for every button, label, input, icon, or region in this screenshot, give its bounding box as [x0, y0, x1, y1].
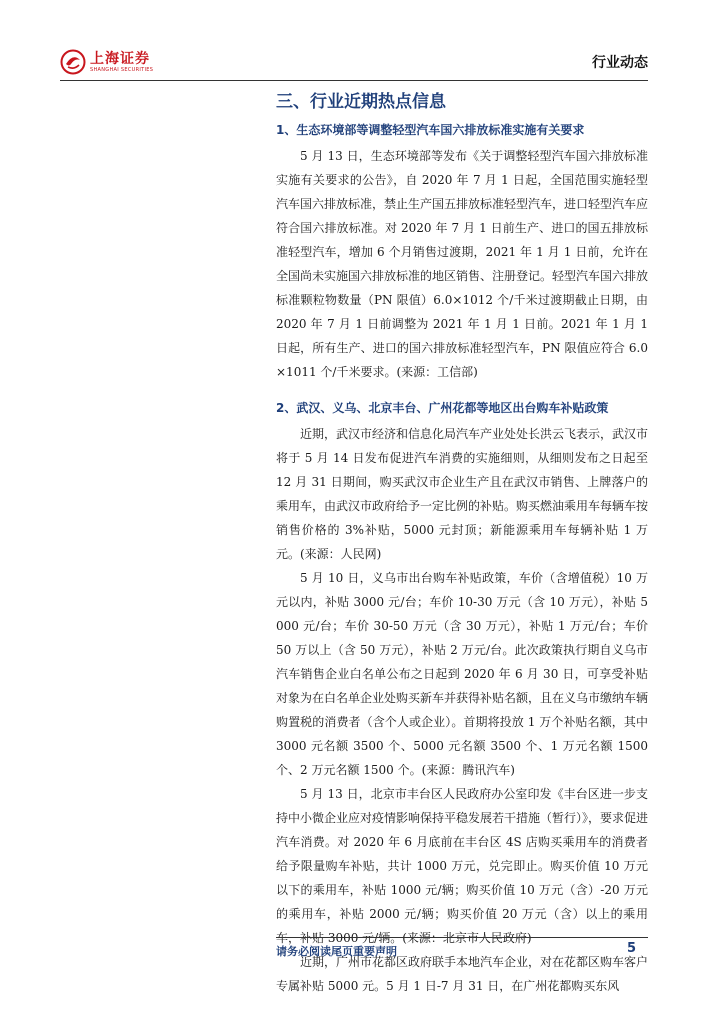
disclaimer-note: 请务必阅读尾页重要声明 [276, 945, 397, 958]
logo-emblem-icon [60, 49, 86, 75]
item-2-paragraph-1: 近期，武汉市经济和信息化局汽车产业处处长洪云飞表示，武汉市将于 5 月 14 日发布促进汽车消费的实施细则，从细则发布之日起至 12 月 31 日期间，购买武汉市企业生产且在武汉市销售、上牌落户的乘用车，由武汉市政府给予一定比例的补贴。购买燃油乘用车每辆车按销售价格的 3%补贴，5000 元封顶；新能源乘用车每辆补贴 1 万元。(来源：人民网) [276, 427, 649, 561]
document-type-label: 行业动态 [592, 55, 648, 71]
item-1-paragraph-1: 5 月 13 日，生态环境部等发布《关于调整轻型汽车国六排放标准实施有关要求的公告》，自 2020 年 7 月 1 日起，全国范围实施轻型汽车国六排放标准，禁止生产国五排放标准轻型汽车，进口轻型汽车应符合国六排放标准。对 2020 年 7 月 1 日前生产、进口的国五排放标准轻型汽车，增加 6 个月销售过渡期，2021 年 1 月 1 日前，允许在全国尚未实施国六排放标准的地区销售、注册登记。轻型汽车国六排放标准颗粒物数量（PN 限值）6.0×1012 个/千米过渡期截止日期，由 2020 年 7 月 1 日前调整为 2021 年 1 月 1 日前。2021 年 1 月 1 日起，所有生产、进口的国六排放标准轻型汽车，PN 限值应符合 6.0×1011 个/千米要求。(来源：工信部) [276, 149, 649, 379]
logo-chinese-name: 上海证券 [90, 50, 150, 67]
item-2-paragraph-3: 5 月 13 日，北京市丰台区人民政府办公室印发《丰台区进一步支持中小微企业应对疫情影响保持平稳发展若干措施（暂行）》，要求促进汽车消费。对 2020 年 6 月底前在丰台区 4S 店购买乘用车的消费者给予限量购车补贴，共计 1000 万元，兑完即止。购买价值 10 万元以下的乘用车，补贴 1000 元/辆；购买价值 10 万元（含）-20 万元的乘用车，补贴 2000 元/辆；购买价值 20 万元（含）以上的乘用车，补贴 3000 元/辆。(来源：北京市人民政府) [276, 787, 649, 945]
logo-english-name: SHANGHAI SECURITIES [90, 66, 154, 73]
footer-divider [276, 937, 648, 938]
company-logo [60, 48, 153, 76]
page-number: 5 [626, 941, 636, 956]
item-2-paragraph-4: 近期，广州市花都区政府联手本地汽车企业，对在花都区购车客户专属补贴 5000 元。5 月 1 日-7 月 31 日，在广州花都购买东风 [276, 955, 649, 993]
item-2-title: 2、武汉、义乌、北京丰台、广州花都等地区出台购车补贴政策 [276, 401, 609, 415]
main-content [276, 86, 648, 998]
page-header [60, 44, 648, 80]
item-2-paragraph-2: 5 月 10 日，义乌市出台购车补贴政策，车价（含增值税）10 万元以内，补贴 3000 元/台；车价 10-30 万元（含 10 万元），补贴 5000 元/台；车价 30-50 万元（含 30 万元），补贴 1 万元/台；车价 50 万以上（含 50 万元），补贴 2 万元/台。此次政策执行期自义乌市汽车销售企业白名单公布之日起到 2020 年 6 月 30 日，可享受补贴对象为在白名单企业处购买新车并获得补贴名额，且在义乌市缴纳车辆购置税的消费者（含个人或企业）。首期将投放 1 万个补贴名额，其中 3000 元名额 3500 个、5000 元名额 3500 个、1 万元名额 1500 个、2 万元名额 1500 个。(来源：腾讯汽车) [276, 571, 649, 777]
item-1-title: 1、生态环境部等调整轻型汽车国六排放标准实施有关要求 [276, 123, 585, 137]
page-footer [276, 941, 648, 961]
section-title: 三、行业近期热点信息 [276, 92, 446, 112]
header-divider [60, 80, 648, 81]
